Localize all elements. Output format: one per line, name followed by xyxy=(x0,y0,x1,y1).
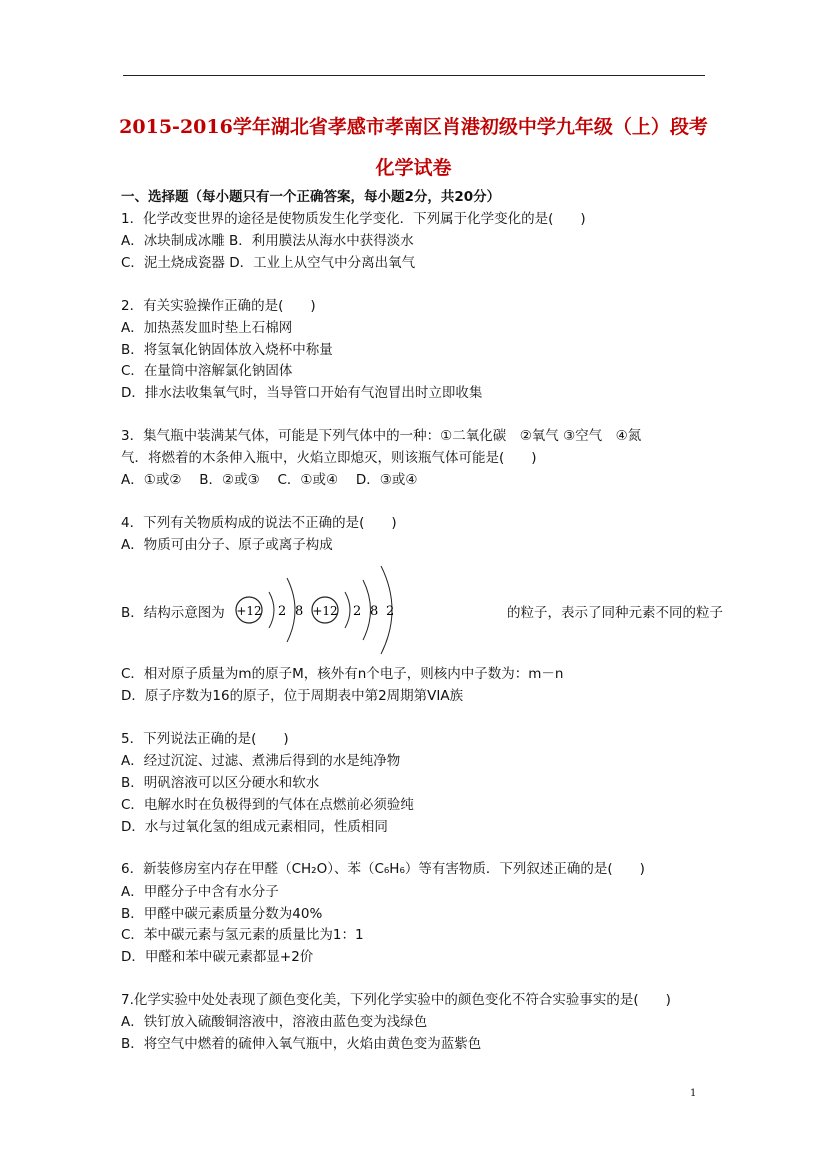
nucleus-label-1: +12 xyxy=(236,604,262,618)
question-4-option-a: A．物质可由分子、原子或离子构成 xyxy=(121,537,333,553)
exam-title: 2015-2016学年湖北省孝感市孝南区肖港初级中学九年级（上）段考 xyxy=(119,116,708,138)
question-5-option-d: D．水与过氧化氢的组成元素相同，性质相同 xyxy=(121,819,388,835)
question-4-option-d: D．原子序数为16的原子，位于周期表中第2周期第VIA族 xyxy=(121,688,464,704)
question-7: 7.化学实验中处处表现了颜色变化美，下列化学实验中的颜色变化不符合实验事实的是( ) xyxy=(121,992,671,1008)
shell-1-count: 2 xyxy=(278,604,287,619)
header-rule xyxy=(123,75,705,76)
question-3: 3．集气瓶中装满某气体，可能是下列气体中的一种：①二氧化碳 ②氧气 ③空气 ④氮 xyxy=(121,428,642,444)
question-6-option-d: D．甲醛和苯中碳元素都显+2价 xyxy=(121,949,314,965)
question-5-option-a: A．经过沉淀、过滤、煮沸后得到的水是纯净物 xyxy=(121,753,401,769)
shell-2-count: 8 xyxy=(370,604,379,619)
question-5-option-c: C．电解水时在负极得到的气体在点燃前必须验纯 xyxy=(121,797,414,813)
question-2-option-d: D．排水法收集氧气时，当导管口开始有气泡冒出时立即收集 xyxy=(121,385,483,401)
question-2: 2．有关实验操作正确的是( ) xyxy=(121,298,316,314)
question-7-option-a: A．铁钉放入硫酸铜溶液中，溶液由蓝色变为浅绿色 xyxy=(121,1014,428,1030)
question-4-option-b xyxy=(121,562,741,658)
question-2-option-a: A．加热蒸发皿时垫上石棉网 xyxy=(121,320,293,336)
exam-subtitle: 化学试卷 xyxy=(375,157,452,179)
question-3-cont: 气．将燃着的木条伸入瓶中，火焰立即熄灭，则该瓶气体可能是( ) xyxy=(121,450,537,466)
question-6-option-b: B．甲醛中碳元素质量分数为40% xyxy=(121,906,323,922)
question-2-option-c: C．在量筒中溶解氯化钠固体 xyxy=(121,363,293,379)
question-6-option-a: A．甲醛分子中含有水分子 xyxy=(121,884,279,900)
option-b-suffix: 的粒子，表示了同种元素不同的粒子 xyxy=(507,605,723,621)
question-5: 5．下列说法正确的是( ) xyxy=(121,731,289,747)
question-7-option-b: B．将空气中燃着的硫伸入氧气瓶中，火焰由黄色变为蓝紫色 xyxy=(121,1036,482,1052)
question-4: 4．下列有关物质构成的说法不正确的是( ) xyxy=(121,515,397,531)
page-number: 1 xyxy=(690,1088,697,1099)
question-6: 6．新装修房室内存在甲醛（CH₂O）、苯（C₆H₆）等有害物质．下列叙述正确的是( ) xyxy=(121,861,645,877)
shell-3-count: 2 xyxy=(386,604,395,619)
atom-structure-diagram-1 xyxy=(233,562,319,658)
shell-1-count: 2 xyxy=(353,604,362,619)
shell-2-count: 8 xyxy=(295,604,304,619)
question-2-option-b: B．将氢氧化钠固体放入烧杯中称量 xyxy=(121,342,333,358)
question-1-options-ab: A．冰块制成冰雕 B．利用膜法从海水中获得淡水 xyxy=(121,233,414,249)
section-heading: 一、选择题（每小题只有一个正确答案，每小题2分，共20分） xyxy=(121,189,501,205)
question-5-option-b: B．明矾溶液可以区分硬水和软水 xyxy=(121,775,320,791)
option-b-prefix: B．结构示意图为 xyxy=(121,605,225,621)
atom-structure-diagram-2 xyxy=(309,562,405,658)
question-1: 1．化学改变世界的途径是使物质发生化学变化．下列属于化学变化的是( ) xyxy=(121,211,586,227)
nucleus-label-2: +12 xyxy=(312,604,338,618)
question-1-options-cd: C．泥土烧成瓷器 D．工业上从空气中分离出氧气 xyxy=(121,255,416,271)
question-3-options: A．①或② B．②或③ C．①或④ D．③或④ xyxy=(121,472,418,488)
question-4-option-c: C．相对原子质量为m的原子M，核外有n个电子，则核内中子数为：m－n xyxy=(121,666,564,682)
question-6-option-c: C．苯中碳元素与氢元素的质量比为1：1 xyxy=(121,927,364,943)
